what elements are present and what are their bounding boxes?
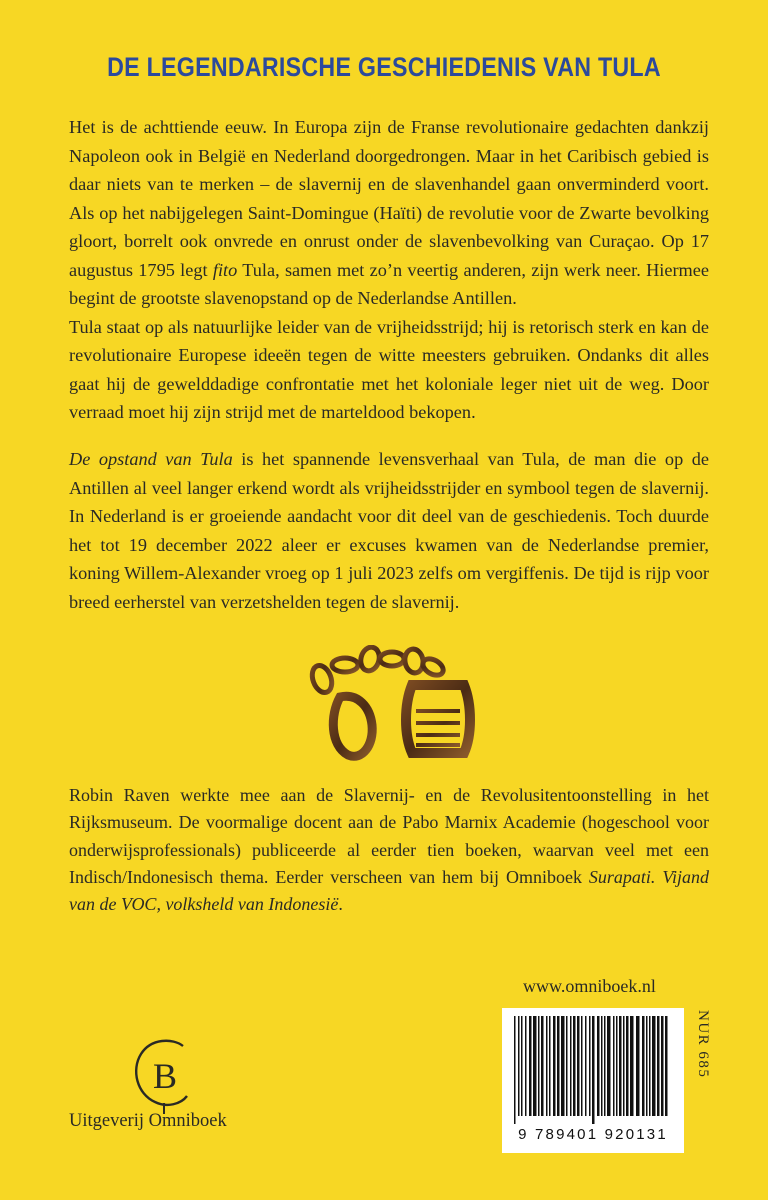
isbn-number: 9 789401 920131 [518, 1126, 668, 1143]
blurb-p3-text: is het spannende levensverhaal van Tula, de man die op de Antillen al veel langer erkend wordt als vrijheidsstrijder en symbool tegen de slavernij. In Nederland is er groeiende aandacht voor dit deel van de geschiedenis. Toch duurde het tot 19 december 2022 aleer er excuses kwamen van de Nederlandse premier, koning Willem-Alexander vroeg op 1 juli 2023 zelfs om vergiffenis. De tijd is rijp voor breed eerherstel van verzetshelden tegen de slavernij. [69, 449, 710, 612]
barcode-bar [657, 1016, 660, 1116]
author-bio-end: . [338, 894, 343, 915]
barcode-bar [604, 1016, 606, 1116]
barcode-bars [510, 1016, 676, 1124]
blurb-p3-italic: De opstand van Tula [69, 449, 233, 469]
barcode-bar [601, 1016, 603, 1116]
barcode-bar [630, 1016, 634, 1116]
barcode-bar [533, 1016, 537, 1116]
blurb-p1-end: Tula, samen met zo’n veertig anderen, zijn werk neer. Hiermee begint de grootste slavenopstand op de Nederlandse Antillen. [69, 259, 710, 308]
barcode-bar [573, 1016, 576, 1116]
barcode-bar [626, 1016, 629, 1116]
omniboek-logo [131, 1036, 197, 1114]
barcode-bar [619, 1016, 622, 1116]
barcode-bar [541, 1016, 544, 1116]
barcode-bar [613, 1016, 615, 1116]
barcode-bar [529, 1016, 532, 1116]
barcode-bar [546, 1016, 548, 1116]
barcode-bar [549, 1016, 551, 1116]
barcode-bar [652, 1016, 656, 1116]
barcode-bar [577, 1016, 580, 1116]
publisher-name: Uitgeverij Omniboek [69, 1111, 227, 1131]
logo-letter: B [152, 1056, 178, 1096]
barcode-bar [538, 1016, 540, 1116]
blurb-paragraph-2: Tula staat op als natuurlijke leider van de vrijheidsstrijd; hij is retorisch sterk en kan de revolutionaire Europese ideeën tegen de witte meesters gebruiken. Ondanks dit alles gaat hij de gewelddadige confrontatie met het koloniale leger niet uit de weg. Door verraad moet hij zijn strijd met de marteldood bekopen. [69, 316, 709, 422]
author-bio-text: Robin Raven werkte mee aan de Slavernij- en de Revolusitentoonstelling in het Rijksmuseum. De voormalige docent aan de Pabo Marnix Academie (hogeschool voor onderwijsprofessionals) publiceerde al eerder tien boeken, waarvan veel met een Indisch/Indonesisch thema. Eerder verscheen van hem bij Omniboek [69, 785, 709, 887]
blurb-paragraph-3 [69, 445, 709, 616]
barcode-bar [589, 1016, 591, 1116]
book-title: DE LEGENDARISCHE GESCHIEDENIS VAN TULA [107, 52, 661, 82]
barcode-bar [607, 1016, 611, 1116]
blurb-part-2 [69, 445, 709, 616]
barcode-bar [553, 1016, 556, 1116]
barcode-bar [557, 1016, 560, 1116]
author-book-title: Surapati. Vijand van de VOC, volksheld van Indonesië [69, 866, 710, 915]
barcode-bar [561, 1016, 565, 1116]
barcode-bar [566, 1016, 568, 1116]
barcode-bar [525, 1016, 527, 1116]
barcode-bar [649, 1016, 651, 1116]
author-bio [69, 782, 709, 918]
barcode-bar [597, 1016, 600, 1116]
barcode-bar [636, 1016, 640, 1116]
barcode-bar [642, 1016, 645, 1116]
blurb-p1-text: Het is de achttiende eeuw. In Europa zijn de Franse revolutionaire gedachten dankzij Napoleon ook in België en Nederland doorgedrongen. Maar in het Caribisch gebied is daar niets van te merken – de slavernij en de slavenhandel gaan onverminderd voort. Als op het nabijgelegen Saint-Domingue (Haïti) de revolutie voor de Zwarte bevolking gloort, borrelt ook onvrede en onrust onder de slavenbevolking van Curaçao. Op 17 augustus 1795 legt [69, 117, 709, 280]
barcode-bar [570, 1016, 572, 1116]
barcode-bar [646, 1016, 648, 1116]
shackles-icon [300, 645, 490, 770]
barcode-bar [592, 1016, 595, 1124]
blurb-part-1 [69, 113, 709, 427]
barcode-bar [661, 1016, 664, 1116]
barcode-bar [518, 1016, 520, 1116]
blurb-p1-italic: fito [212, 259, 238, 280]
barcode-bar [665, 1016, 668, 1116]
publisher-website[interactable]: www.omniboek.nl [523, 976, 656, 996]
barcode-bar [623, 1016, 625, 1116]
nur-code: NUR 685 [695, 1010, 711, 1079]
isbn-barcode [502, 1008, 684, 1153]
barcode-bar [616, 1016, 618, 1116]
blurb-paragraph-1 [69, 113, 709, 313]
barcode-bar [514, 1016, 516, 1124]
barcode-bar [585, 1016, 587, 1116]
barcode-bar [581, 1016, 583, 1116]
barcode-bar [521, 1016, 523, 1116]
